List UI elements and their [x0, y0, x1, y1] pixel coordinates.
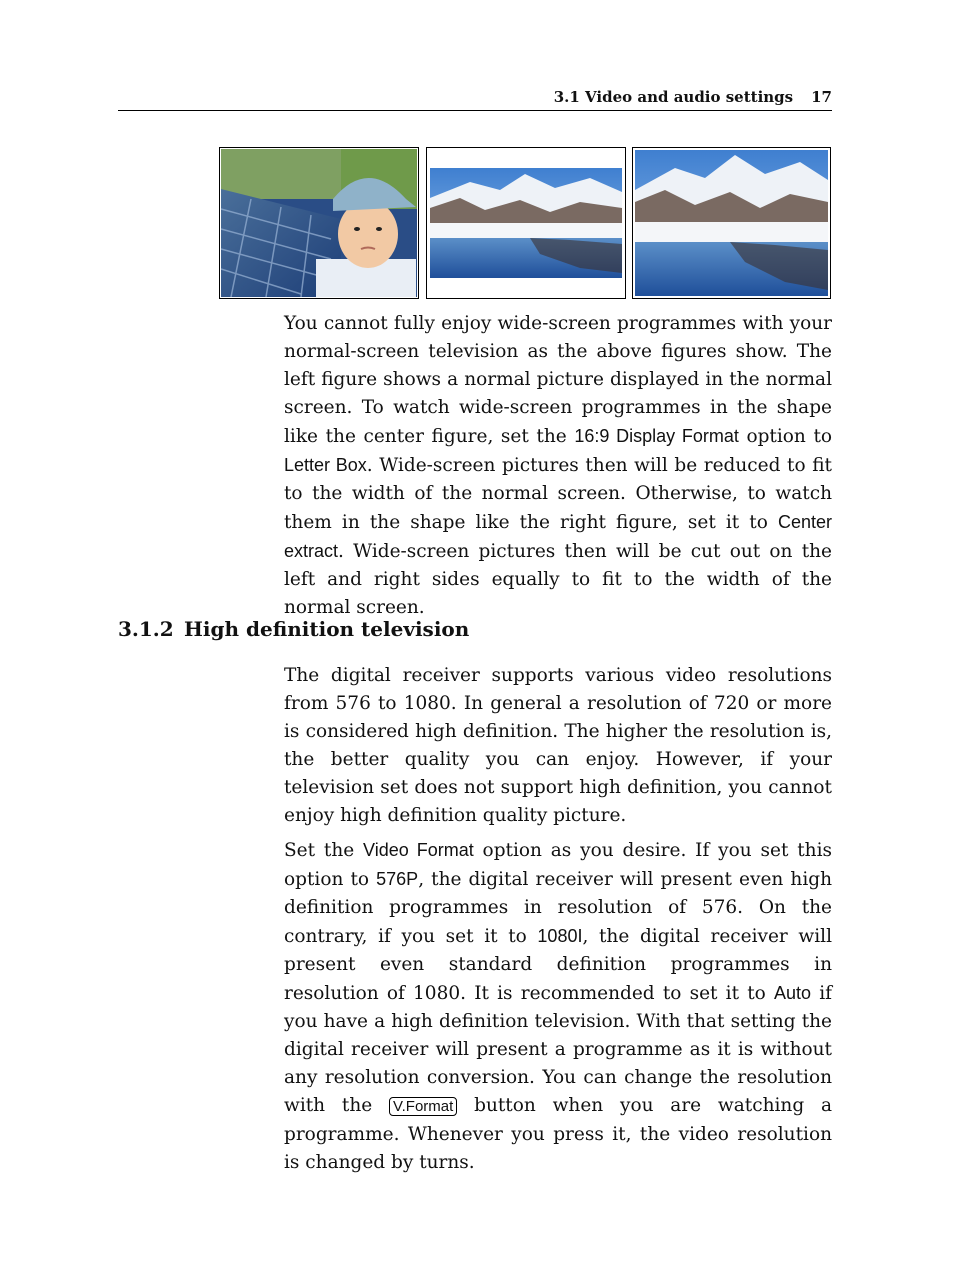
text-run: , the digital receiver will present even standard definition programmes in resolution of 1080. It is recommended to set it to	[284, 926, 832, 1004]
text-run: option as you desire. If you set this option to	[284, 840, 832, 890]
page-header	[118, 86, 832, 111]
section-heading	[118, 617, 469, 641]
v-format-key: V.Format	[389, 1097, 457, 1116]
page-number: 17	[811, 88, 832, 106]
text-run: Set the	[284, 840, 364, 861]
option-center-extract: Center extract	[284, 512, 832, 561]
text-run: button when you are watching a programme. Whenever you press it, the video resolution is changed by turns.	[284, 1095, 832, 1173]
figure-normal-picture	[219, 147, 419, 299]
paragraph-video-format	[284, 836, 832, 1177]
text-run: . Wide-screen pictures then will be cut out on the left and right sides equally to fit to the width of the normal screen.	[284, 541, 832, 618]
section-number: 3.1.2	[118, 617, 174, 641]
option-1080i: 1080I	[537, 926, 583, 946]
option-letter-box: Letter Box	[284, 455, 367, 475]
option-16-9-display-format: 16:9 Display Format	[574, 426, 739, 446]
text-run: option to	[738, 426, 833, 447]
text-run: if you have a high definition television. With that setting the digital receiver will present a programme as it is without any resolution conversion. You can change the resolution with the	[284, 983, 832, 1116]
text-run: , the digital receiver will present even high definition programmes in resolution of 576. On the contrary, if you set it to	[284, 869, 832, 947]
header-section: 3.1 Video and audio settings	[553, 88, 794, 106]
paragraph-aspect-ratio	[284, 310, 832, 622]
text-run: The digital receiver supports various video resolutions from 576 to 1080. In general a resolution of 720 or more is considered high definition. The higher the resolution is, the better quality you can enjoy. However, if your television set does not support high definition, you cannot enjoy high definition quality picture.	[284, 665, 832, 826]
text-run: You cannot fully enjoy wide-screen programmes with your normal-screen television as the above figures show. The left figure shows a normal picture displayed in the normal screen. To watch wide-screen programmes in the shape like the center figure, set the	[284, 313, 832, 447]
option-auto: Auto	[774, 983, 812, 1003]
figure-center-extract	[632, 147, 831, 299]
text-run: . Wide-screen pictures then will be reduced to fit to the width of the normal screen. Otherwise, to watch them in the shape like the right figure, set it to	[284, 455, 832, 533]
option-video-format: Video Format	[363, 840, 474, 860]
running-head	[554, 88, 832, 106]
paragraph-resolutions	[284, 662, 832, 830]
section-title: High definition television	[184, 617, 470, 641]
figure-letter-box	[426, 147, 626, 299]
option-576p: 576P	[376, 869, 419, 889]
